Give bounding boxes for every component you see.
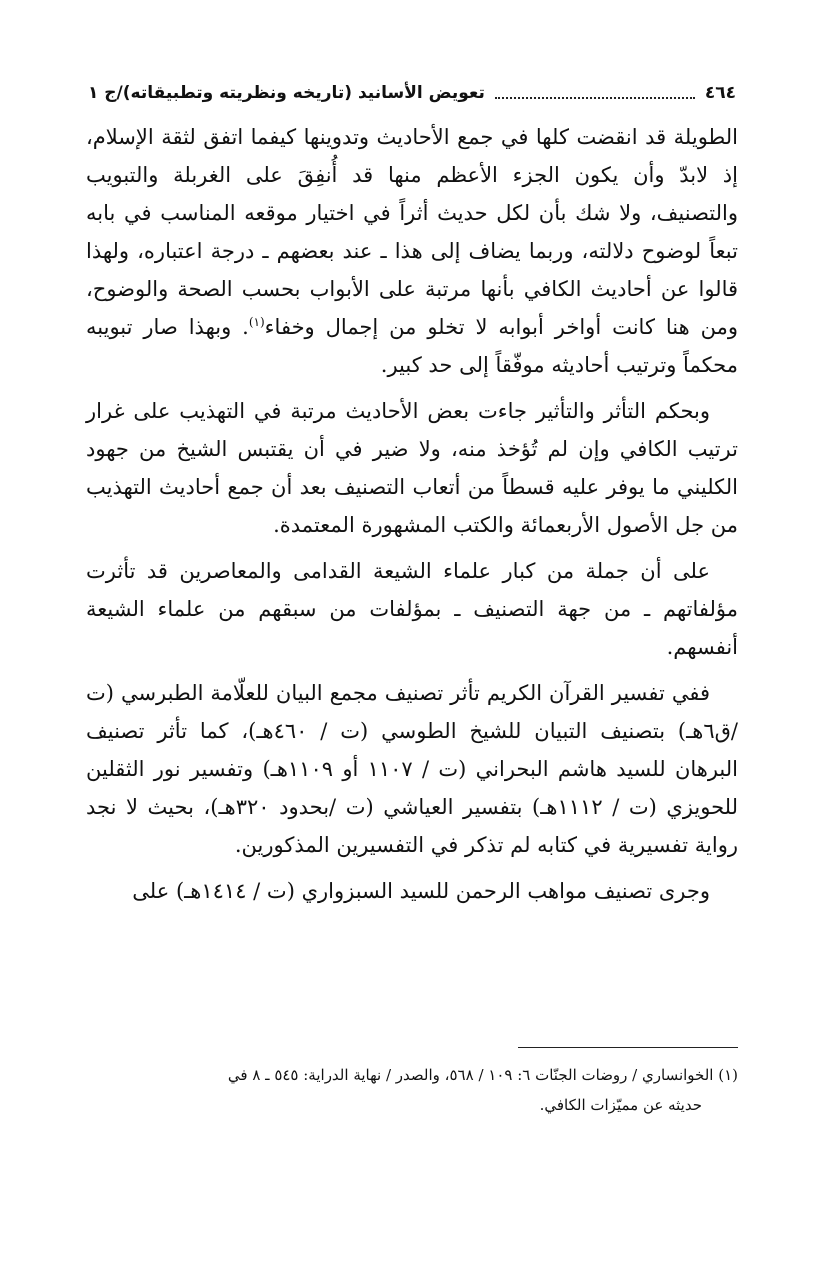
- paragraph-2: وبحكم التأثر والتأثير جاءت بعض الأحاديث مرتبة في التهذيب على غرار ترتيب الكافي وإن لم تُؤخذ منه، ولا ضير في أن يقتبس الشيخ من جهود الكليني ما يوفر عليه قسطاً من أتعاب التصنيف بعد أن جمع أحاديث التهذيب من جل الأصول الأربعمائة والكتب المشهورة المعتمدة.: [86, 399, 738, 537]
- paragraph-1-text: الطويلة قد انقضت كلها في جمع الأحاديث وتدوينها كيفما اتفق لثقة الإسلام، إذ لابدّ وأن يكون الجزء الأعظم منها قد أُنفِقَ على الغربلة والتبويب والتصنيف، ولا شك بأن لكل حديث أثراً في اختيار موقعه المناسب في بابه تبعاً لوضوح دلالته، وربما يضاف إلى هذا ـ عند بعضهم ـ درجة اعتباره، ولهذا قالوا عن أحاديث الكافي بأنها مرتبة على الأبواب بحسب الصحة والوضوح، ومن هنا كانت أواخر أبوابه لا تخلو من إجمال وخفاء: [86, 125, 738, 339]
- running-header: [88, 78, 736, 108]
- footnote-1-line-1: (١) الخوانساري / روضات الجنّات ٦: ١٠٩ / ٥٦٨، والصدر / نهاية الدراية: ٥٤٥ ـ ٨ في: [227, 1066, 738, 1084]
- page-number: ٤٦٤: [704, 83, 736, 103]
- footnote-reference: (١): [248, 315, 265, 329]
- dotted-leader: [495, 96, 695, 99]
- paragraph-3: على أن جملة من كبار علماء الشيعة القدامى والمعاصرين قد تأثرت مؤلفاتهم ـ من جهة التصنيف ـ بمؤلفات من سبقهم من علماء الشيعة أنفسهم.: [86, 559, 738, 659]
- paragraph-4: ففي تفسير القرآن الكريم تأثر تصنيف مجمع البيان للعلّامة الطبرسي (ت /ق٦هـ) بتصنيف التبيان للشيخ الطوسي (ت / ٤٦٠هـ)، كما تأثر تصنيف البرهان للسيد هاشم البحراني (ت / ١١٠٧ أو ١١٠٩هـ) وتفسير نور الثقلين للحويزي (ت / ١١١٢هـ) بتفسير العياشي (ت /بحدود ٣٢٠هـ)، بحيث لا نجد رواية تفسيرية في كتابه لم تذكر في التفسيرين المذكورين.: [86, 681, 739, 857]
- body-text: [86, 118, 738, 918]
- paragraph-1-tail: . وبهذا صار تبويبه محكماً وترتيب أحاديثه موفّقاً إلى حد كبير.: [86, 315, 738, 377]
- paragraph-1: [86, 118, 738, 384]
- footnote-divider: [518, 1047, 738, 1048]
- book-title: تعويض الأسانيد (تاريخه ونظريته وتطبيقاته)/ج ١: [88, 83, 485, 103]
- footnotes: [86, 1060, 738, 1120]
- paragraph-5: وجرى تصنيف مواهب الرحمن للسيد السبزواري (ت / ١٤١٤هـ) على: [132, 879, 710, 903]
- footnote-1-line-2: حديثه عن مميّزات الكافي.: [539, 1096, 702, 1114]
